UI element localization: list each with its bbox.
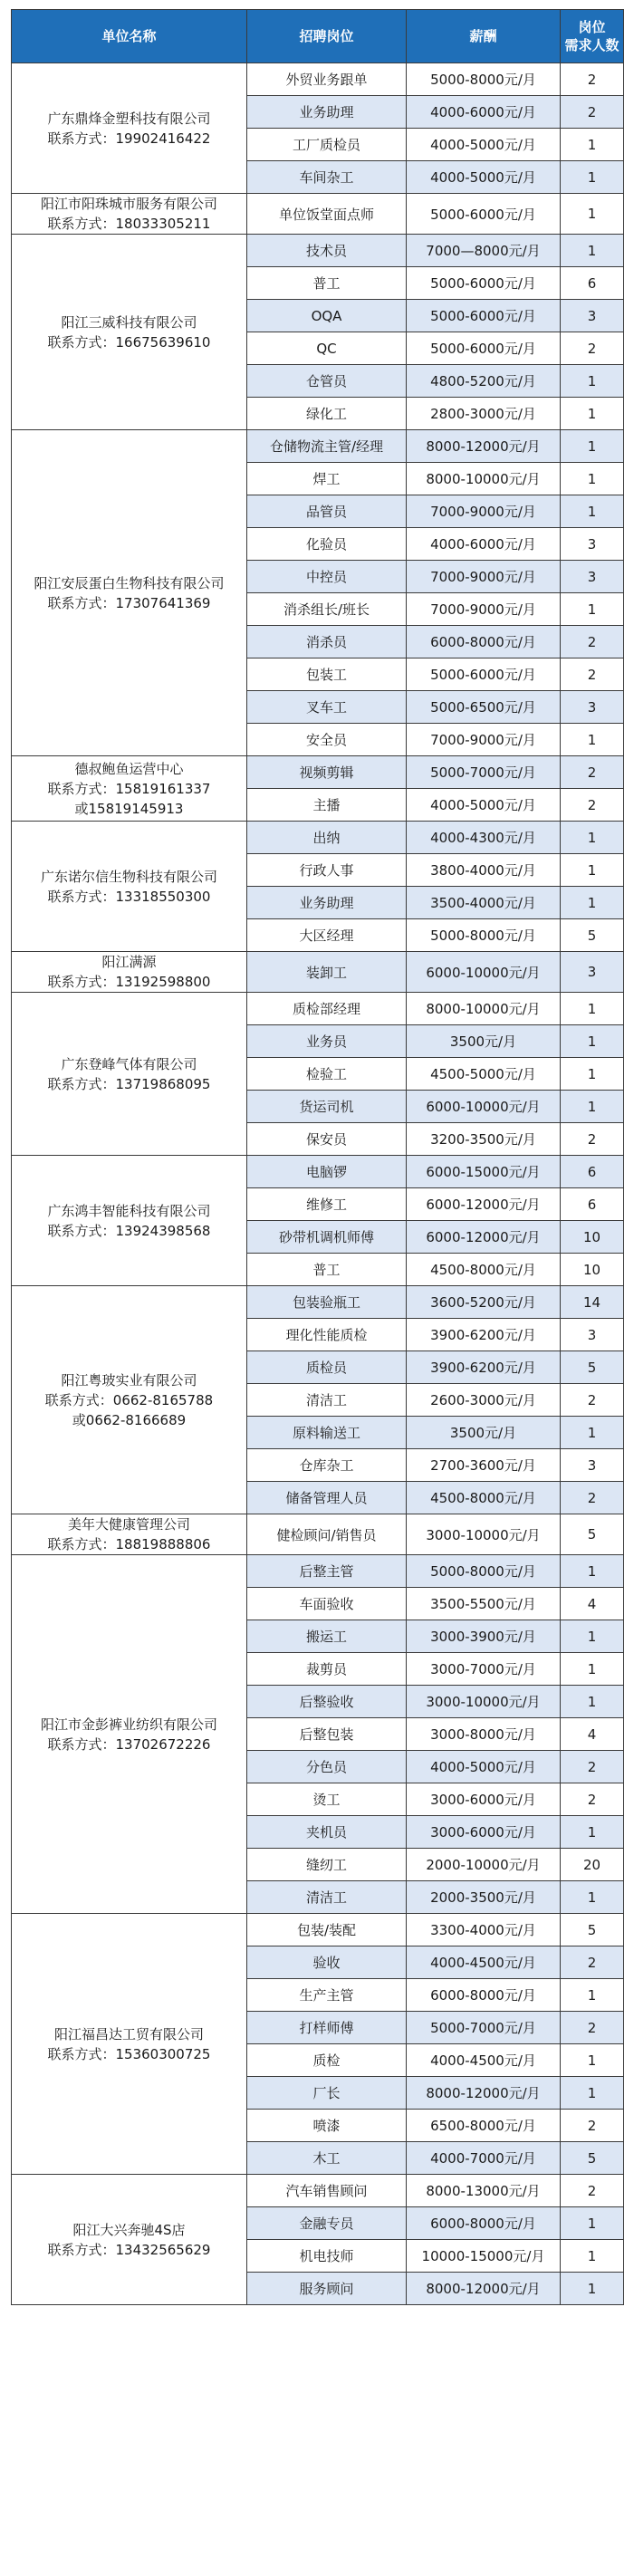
job-title: 视频剪辑 (247, 756, 407, 789)
company-cell (12, 1555, 247, 1914)
company-contact: 联系方式：13432565629 (47, 2241, 211, 2258)
job-title: 行政人事 (247, 854, 407, 887)
job-listing-table (11, 9, 624, 2305)
job-salary: 6000-8000元/月 (407, 1979, 561, 2012)
job-headcount: 2 (561, 2175, 624, 2207)
job-headcount: 2 (561, 1946, 624, 1979)
job-headcount: 1 (561, 1058, 624, 1091)
company-contact: 联系方式：18033305211 (47, 216, 211, 232)
job-salary: 3900-6200元/月 (407, 1319, 561, 1351)
table-row (12, 430, 624, 463)
job-salary: 6000-15000元/月 (407, 1156, 561, 1188)
job-title: 喷漆 (247, 2110, 407, 2142)
company-cell (12, 952, 247, 993)
company-name: 德叔鲍鱼运营中心 (74, 760, 184, 777)
job-salary: 7000—8000元/月 (407, 235, 561, 267)
job-salary: 5000-8000元/月 (407, 1555, 561, 1588)
job-title: 中控员 (247, 561, 407, 593)
company-cell (12, 2175, 247, 2305)
header-position: 招聘岗位 (247, 10, 407, 63)
job-headcount: 1 (561, 129, 624, 161)
job-headcount: 1 (561, 161, 624, 194)
job-salary: 5000-6000元/月 (407, 194, 561, 235)
job-headcount: 2 (561, 1384, 624, 1417)
job-title: 技术员 (247, 235, 407, 267)
job-salary: 6500-8000元/月 (407, 2110, 561, 2142)
job-title: 业务员 (247, 1025, 407, 1058)
job-salary: 2000-10000元/月 (407, 1849, 561, 1881)
job-headcount: 1 (561, 2077, 624, 2110)
job-headcount: 1 (561, 593, 624, 626)
job-salary: 3000-8000元/月 (407, 1718, 561, 1751)
table-row (12, 2175, 624, 2207)
job-title: 业务助理 (247, 887, 407, 919)
job-title: 普工 (247, 267, 407, 300)
job-salary: 2700-3600元/月 (407, 1449, 561, 1482)
job-headcount: 1 (561, 1979, 624, 2012)
job-salary: 4000-6000元/月 (407, 528, 561, 561)
company-cell (12, 235, 247, 430)
job-headcount: 1 (561, 1653, 624, 1686)
job-headcount: 1 (561, 398, 624, 430)
job-salary: 3000-3900元/月 (407, 1620, 561, 1653)
job-title: 货运司机 (247, 1091, 407, 1123)
job-title: 检验工 (247, 1058, 407, 1091)
job-salary: 2600-3000元/月 (407, 1384, 561, 1417)
company-name: 广东诺尔信生物科技有限公司 (40, 868, 217, 885)
job-headcount: 1 (561, 463, 624, 495)
job-title: 主播 (247, 789, 407, 822)
job-headcount: 3 (561, 1319, 624, 1351)
company-name: 阳江福昌达工贸有限公司 (53, 2025, 204, 2043)
job-title: 安全员 (247, 724, 407, 756)
job-salary: 4500-5000元/月 (407, 1058, 561, 1091)
job-headcount: 5 (561, 1351, 624, 1384)
company-name: 阳江安辰蛋白生物科技有限公司 (34, 574, 225, 591)
job-salary: 5000-6000元/月 (407, 658, 561, 691)
job-salary: 3900-6200元/月 (407, 1351, 561, 1384)
table-row (12, 1156, 624, 1188)
job-title: 业务助理 (247, 96, 407, 129)
company-cell (12, 822, 247, 952)
job-salary: 10000-15000元/月 (407, 2240, 561, 2273)
job-title: 原料输送工 (247, 1417, 407, 1449)
company-contact: 或0662-8166689 (72, 1411, 187, 1428)
job-title: 装卸工 (247, 952, 407, 993)
job-headcount: 1 (561, 1816, 624, 1849)
job-salary: 5000-7000元/月 (407, 756, 561, 789)
job-headcount: 1 (561, 724, 624, 756)
job-headcount: 5 (561, 1514, 624, 1555)
job-title: 储备管理人员 (247, 1482, 407, 1514)
job-title: 包装工 (247, 658, 407, 691)
company-contact: 联系方式：13719868095 (47, 1075, 211, 1092)
job-headcount: 1 (561, 854, 624, 887)
job-headcount: 6 (561, 267, 624, 300)
job-title: OQA (247, 300, 407, 332)
job-headcount: 1 (561, 1881, 624, 1914)
job-title: 打样师傅 (247, 2012, 407, 2044)
job-salary: 4000-5000元/月 (407, 789, 561, 822)
company-contact: 联系方式：17307641369 (47, 594, 211, 611)
job-title: 包装验瓶工 (247, 1286, 407, 1319)
job-title: 分色员 (247, 1751, 407, 1783)
job-headcount: 3 (561, 1449, 624, 1482)
job-title: 消杀员 (247, 626, 407, 658)
job-headcount: 20 (561, 1849, 624, 1881)
job-salary: 7000-9000元/月 (407, 593, 561, 626)
table-row (12, 952, 624, 993)
job-headcount: 1 (561, 1620, 624, 1653)
job-title: 夹机员 (247, 1816, 407, 1849)
job-headcount: 3 (561, 952, 624, 993)
job-title: 汽车销售顾问 (247, 2175, 407, 2207)
job-salary: 8000-13000元/月 (407, 2175, 561, 2207)
job-headcount: 1 (561, 365, 624, 398)
job-salary: 4000-5000元/月 (407, 1751, 561, 1783)
job-title: 搬运工 (247, 1620, 407, 1653)
job-salary: 4000-4500元/月 (407, 1946, 561, 1979)
job-salary: 5000-6500元/月 (407, 691, 561, 724)
job-title: 电脑锣 (247, 1156, 407, 1188)
job-headcount: 1 (561, 993, 624, 1025)
table-row (12, 993, 624, 1025)
company-cell (12, 63, 247, 194)
company-cell (12, 1156, 247, 1286)
job-title: 包装/装配 (247, 1914, 407, 1946)
job-title: 车间杂工 (247, 161, 407, 194)
company-contact: 联系方式：16675639610 (47, 333, 211, 351)
job-salary: 4000-5000元/月 (407, 129, 561, 161)
job-salary: 7000-9000元/月 (407, 561, 561, 593)
job-headcount: 5 (561, 919, 624, 952)
table-row (12, 63, 624, 96)
job-title: 单位饭堂面点师 (247, 194, 407, 235)
job-salary: 3800-4000元/月 (407, 854, 561, 887)
job-title: 验收 (247, 1946, 407, 1979)
job-headcount: 10 (561, 1254, 624, 1286)
company-contact: 联系方式：13702672226 (47, 1735, 211, 1753)
job-headcount: 4 (561, 1718, 624, 1751)
job-title: 仓储物流主管/经理 (247, 430, 407, 463)
job-title: 后整主管 (247, 1555, 407, 1588)
job-title: 清洁工 (247, 1881, 407, 1914)
job-title: 仓管员 (247, 365, 407, 398)
job-title: 裁剪员 (247, 1653, 407, 1686)
job-headcount: 3 (561, 528, 624, 561)
job-title: 普工 (247, 1254, 407, 1286)
job-salary: 6000-8000元/月 (407, 2207, 561, 2240)
job-title: 品管员 (247, 495, 407, 528)
job-salary: 3500-5500元/月 (407, 1588, 561, 1620)
job-salary: 6000-10000元/月 (407, 952, 561, 993)
job-title: 机电技师 (247, 2240, 407, 2273)
table-body (12, 63, 624, 2305)
job-salary: 5000-8000元/月 (407, 919, 561, 952)
job-salary: 3000-7000元/月 (407, 1653, 561, 1686)
job-salary: 4000-6000元/月 (407, 96, 561, 129)
header-company: 单位名称 (12, 10, 247, 63)
table-row (12, 1514, 624, 1555)
job-title: 出纳 (247, 822, 407, 854)
company-contact: 或15819145913 (74, 800, 184, 817)
job-salary: 4000-4300元/月 (407, 822, 561, 854)
job-title: 砂带机调机师傅 (247, 1221, 407, 1254)
job-headcount: 3 (561, 300, 624, 332)
job-salary: 3500元/月 (407, 1025, 561, 1058)
company-contact: 联系方式：19902416422 (47, 130, 211, 147)
company-name: 阳江粤玻实业有限公司 (61, 1371, 197, 1389)
job-salary: 3500-4000元/月 (407, 887, 561, 919)
job-salary: 5000-6000元/月 (407, 300, 561, 332)
job-headcount: 1 (561, 2207, 624, 2240)
company-name: 阳江市阳珠城市服务有限公司 (40, 196, 217, 212)
job-title: 健检顾问/销售员 (247, 1514, 407, 1555)
table-row (12, 235, 624, 267)
company-contact: 联系方式：0662-8165788 (44, 1391, 214, 1408)
job-headcount: 1 (561, 1686, 624, 1718)
company-name: 广东登峰气体有限公司 (61, 1055, 197, 1072)
company-contact: 联系方式：13192598800 (47, 974, 211, 990)
job-salary: 3600-5200元/月 (407, 1286, 561, 1319)
table-row (12, 1286, 624, 1319)
job-headcount: 3 (561, 691, 624, 724)
job-headcount: 1 (561, 1417, 624, 1449)
header-salary: 薪酬 (407, 10, 561, 63)
company-name: 广东鼎烽金塑科技有限公司 (47, 110, 211, 127)
job-title: 后整验收 (247, 1686, 407, 1718)
job-title: 金融专员 (247, 2207, 407, 2240)
job-headcount: 10 (561, 1221, 624, 1254)
job-salary: 5000-7000元/月 (407, 2012, 561, 2044)
job-title: 外贸业务跟单 (247, 63, 407, 96)
company-cell (12, 1286, 247, 1514)
job-salary: 6000-10000元/月 (407, 1091, 561, 1123)
job-salary: 3500元/月 (407, 1417, 561, 1449)
job-title: 木工 (247, 2142, 407, 2175)
job-salary: 4800-5200元/月 (407, 365, 561, 398)
job-headcount: 14 (561, 1286, 624, 1319)
job-salary: 5000-6000元/月 (407, 267, 561, 300)
job-headcount: 2 (561, 332, 624, 365)
job-title: 质检 (247, 2044, 407, 2077)
company-cell (12, 756, 247, 822)
job-salary: 8000-10000元/月 (407, 463, 561, 495)
job-headcount: 5 (561, 2142, 624, 2175)
job-headcount: 1 (561, 1555, 624, 1588)
job-title: 仓库杂工 (247, 1449, 407, 1482)
job-headcount: 5 (561, 1914, 624, 1946)
job-headcount: 2 (561, 2110, 624, 2142)
job-headcount: 1 (561, 430, 624, 463)
job-salary: 2800-3000元/月 (407, 398, 561, 430)
job-headcount: 1 (561, 1091, 624, 1123)
job-salary: 7000-9000元/月 (407, 724, 561, 756)
table-row (12, 194, 624, 235)
job-title: 大区经理 (247, 919, 407, 952)
job-title: 工厂质检员 (247, 129, 407, 161)
job-salary: 3000-10000元/月 (407, 1686, 561, 1718)
company-name: 广东鸿丰智能科技有限公司 (47, 1202, 211, 1219)
job-title: 绿化工 (247, 398, 407, 430)
job-salary: 4000-5000元/月 (407, 161, 561, 194)
job-salary: 8000-10000元/月 (407, 993, 561, 1025)
job-headcount: 2 (561, 1482, 624, 1514)
job-title: 厂长 (247, 2077, 407, 2110)
table-row (12, 822, 624, 854)
company-name: 阳江大兴奔驰4S店 (72, 2221, 186, 2238)
job-salary: 3300-4000元/月 (407, 1914, 561, 1946)
job-headcount: 2 (561, 63, 624, 96)
company-contact: 联系方式：18819888806 (47, 1536, 211, 1552)
job-headcount: 2 (561, 756, 624, 789)
job-title: 化验员 (247, 528, 407, 561)
job-salary: 8000-12000元/月 (407, 2077, 561, 2110)
company-cell (12, 993, 247, 1156)
job-salary: 4500-8000元/月 (407, 1482, 561, 1514)
job-headcount: 1 (561, 2240, 624, 2273)
job-title: 消杀组长/班长 (247, 593, 407, 626)
job-salary: 8000-12000元/月 (407, 430, 561, 463)
table-row (12, 1555, 624, 1588)
job-title: 车面验收 (247, 1588, 407, 1620)
company-cell (12, 194, 247, 235)
job-headcount: 2 (561, 658, 624, 691)
job-salary: 4000-4500元/月 (407, 2044, 561, 2077)
header-headcount-line2: 需求人数 (564, 37, 620, 53)
job-headcount: 1 (561, 822, 624, 854)
job-title: 理化性能质检 (247, 1319, 407, 1351)
job-salary: 3000-6000元/月 (407, 1783, 561, 1816)
company-contact: 联系方式：13318550300 (47, 888, 211, 905)
job-headcount: 1 (561, 235, 624, 267)
job-title: 清洁工 (247, 1384, 407, 1417)
company-cell (12, 1914, 247, 2175)
company-name: 阳江三威科技有限公司 (61, 313, 197, 331)
table-row (12, 1914, 624, 1946)
job-headcount: 2 (561, 1751, 624, 1783)
job-title: 质检员 (247, 1351, 407, 1384)
job-salary: 3200-3500元/月 (407, 1123, 561, 1156)
job-salary: 3000-10000元/月 (407, 1514, 561, 1555)
company-contact: 联系方式：13924398568 (47, 1222, 211, 1239)
job-title: 焊工 (247, 463, 407, 495)
job-headcount: 1 (561, 194, 624, 235)
header-headcount (561, 10, 624, 63)
job-title: QC (247, 332, 407, 365)
table-row (12, 756, 624, 789)
table-header-row (12, 10, 624, 63)
job-title: 烫工 (247, 1783, 407, 1816)
job-title: 生产主管 (247, 1979, 407, 2012)
company-name: 美年大健康管理公司 (67, 1516, 190, 1533)
job-title: 后整包装 (247, 1718, 407, 1751)
company-cell (12, 1514, 247, 1555)
job-headcount: 3 (561, 561, 624, 593)
job-salary: 3000-6000元/月 (407, 1816, 561, 1849)
job-title: 质检部经理 (247, 993, 407, 1025)
job-salary: 6000-8000元/月 (407, 626, 561, 658)
job-headcount: 2 (561, 1783, 624, 1816)
company-contact: 联系方式：15360300725 (47, 2045, 211, 2062)
job-salary: 6000-12000元/月 (407, 1221, 561, 1254)
job-headcount: 2 (561, 789, 624, 822)
job-title: 缝纫工 (247, 1849, 407, 1881)
job-salary: 7000-9000元/月 (407, 495, 561, 528)
job-headcount: 6 (561, 1156, 624, 1188)
job-salary: 6000-12000元/月 (407, 1188, 561, 1221)
job-headcount: 6 (561, 1188, 624, 1221)
job-headcount: 2 (561, 96, 624, 129)
job-salary: 4000-7000元/月 (407, 2142, 561, 2175)
job-title: 维修工 (247, 1188, 407, 1221)
job-salary: 5000-8000元/月 (407, 63, 561, 96)
job-salary: 2000-3500元/月 (407, 1881, 561, 1914)
company-name: 阳江满源 (101, 954, 157, 970)
header-headcount-line1: 岗位 (578, 19, 606, 35)
job-headcount: 1 (561, 1025, 624, 1058)
job-headcount: 1 (561, 495, 624, 528)
job-headcount: 1 (561, 887, 624, 919)
job-salary: 4500-8000元/月 (407, 1254, 561, 1286)
job-headcount: 4 (561, 1588, 624, 1620)
job-headcount: 2 (561, 626, 624, 658)
job-headcount: 1 (561, 2273, 624, 2305)
job-title: 服务顾问 (247, 2273, 407, 2305)
company-name: 阳江市金彭裤业纺织有限公司 (40, 1716, 217, 1733)
job-salary: 8000-12000元/月 (407, 2273, 561, 2305)
job-salary: 5000-6000元/月 (407, 332, 561, 365)
company-contact: 联系方式：15819161337 (47, 780, 211, 797)
job-title: 保安员 (247, 1123, 407, 1156)
job-headcount: 2 (561, 2012, 624, 2044)
job-headcount: 1 (561, 2044, 624, 2077)
job-headcount: 2 (561, 1123, 624, 1156)
job-title: 叉车工 (247, 691, 407, 724)
company-cell (12, 430, 247, 756)
